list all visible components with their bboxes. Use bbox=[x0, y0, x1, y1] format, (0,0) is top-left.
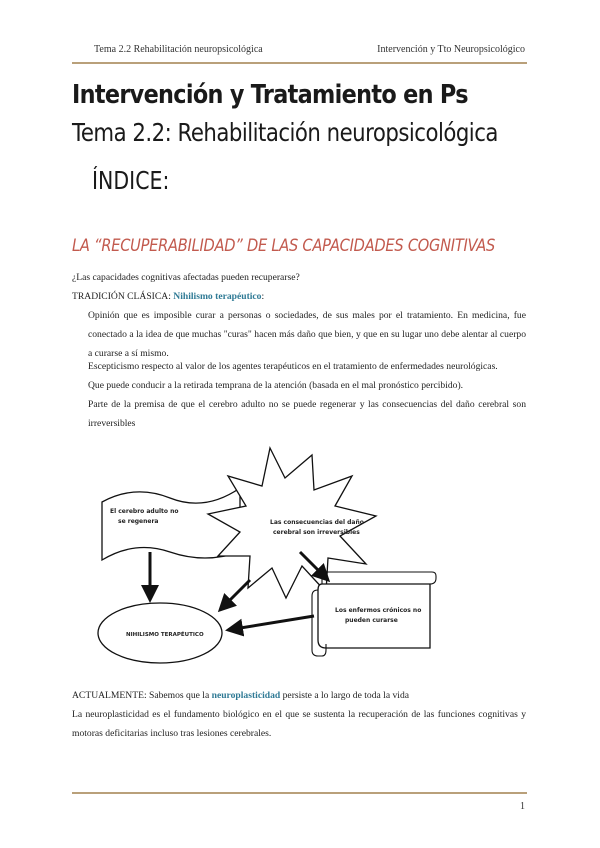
arrow-scroll-to-ellipse bbox=[228, 616, 314, 630]
footer-rule bbox=[72, 792, 527, 794]
nihilism-diagram bbox=[90, 440, 450, 680]
current-paragraph: La neuroplasticidad es el fundamento biológico en el que se sustenta la recuperación de las funciones cognitivas y motoras deficitarias incluso tras lesiones cerebrales. bbox=[72, 709, 526, 739]
ellipse-text: NIHILISMO TERAPÉUTICO bbox=[126, 632, 204, 638]
question-text: ¿Las capacidades cognitivas afectadas pueden recuperarse? bbox=[72, 272, 300, 283]
bullet-4: Parte de la premisa de que el cerebro adulto no se puede regenerar y las consecuencias del daño cerebral son irreversibles bbox=[88, 399, 526, 429]
scroll-shape bbox=[318, 584, 430, 648]
classic-suffix: : bbox=[261, 291, 265, 302]
bullet-3: Que puede conducir a la retirada temprana de la atención (basada en el mal pronóstico percibido). bbox=[88, 380, 464, 391]
scroll-text-1: Los enfermos crónicos no bbox=[335, 607, 422, 614]
running-header-right: Intervención y Tto Neuropsicológico bbox=[377, 44, 525, 55]
index-heading: ÍNDICE: bbox=[92, 166, 170, 195]
bullet-1: Opinión que es imposible curar a personas o sociedades, de sus males por el tratamiento. En medicina, fue conectado a la idea de que muchas "curas" hacen más daño que bien, y que en su lugar uno debe alentar al cuerpo a curarse a sí mismo. bbox=[88, 310, 526, 359]
document-subtitle: Tema 2.2: Rehabilitación neuropsicológica bbox=[72, 118, 498, 147]
current-suffix: persiste a lo largo de toda la vida bbox=[280, 690, 410, 701]
flag-text-2: se regenera bbox=[118, 518, 159, 525]
header-rule bbox=[72, 62, 527, 64]
classic-prefix: TRADICIÓN CLÁSICA: bbox=[72, 291, 174, 302]
scroll-text-2: pueden curarse bbox=[345, 617, 398, 624]
current-line bbox=[72, 686, 409, 705]
section-heading: LA “RECUPERABILIDAD” DE LAS CAPACIDADES COGNITIVAS bbox=[72, 236, 496, 256]
current-prefix: ACTUALMENTE: Sabemos que la bbox=[72, 690, 212, 701]
burst-text-2: cerebral son irreversibles bbox=[273, 529, 360, 536]
arrow-burst-to-ellipse bbox=[220, 580, 250, 610]
flag-text-1: El cerebro adulto no bbox=[110, 508, 179, 515]
burst-text-1: Las consecuencias del daño bbox=[270, 519, 364, 526]
current-term: neuroplasticidad bbox=[211, 690, 281, 701]
bullet-2: Escepticismo respecto al valor de los agentes terapéuticos en el tratamiento de enfermedades neurológicas. bbox=[88, 361, 498, 372]
classic-term: Nihilismo terapéutico bbox=[173, 291, 262, 302]
document-title: Intervención y Tratamiento en Ps bbox=[72, 80, 468, 110]
running-header-left: Tema 2.2 Rehabilitación neuropsicológica bbox=[94, 44, 263, 55]
page-number: 1 bbox=[520, 801, 525, 812]
classic-tradition-line bbox=[72, 287, 264, 306]
